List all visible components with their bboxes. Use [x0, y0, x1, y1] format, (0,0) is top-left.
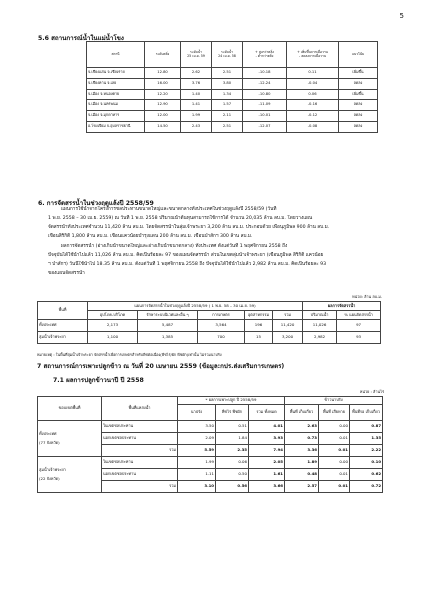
mekong-header: ระดับตลิ่ง: [145, 42, 181, 68]
zone-name: ในเขตชลประทาน: [102, 421, 178, 433]
cell: 1.89: [285, 457, 319, 469]
footnote: หมายเหตุ : ในพื้นที่ลุ่มน้ำเจ้าพระยา จัดสรรน้ำเพื่อการเกษตรสำหรับพืชต่อเนื่อง(พืชไร่/ผัก พืชผัก)เท่านั้น ไม่รวมนาปรัง: [37, 353, 222, 357]
subheader: พื้นที่รอ เก็บเกี่ยว: [350, 405, 383, 421]
cell: 0.00: [319, 421, 350, 433]
cell: 5.59: [178, 445, 216, 457]
mekong-header: ระดับน้ำ 24 เม.ย. 58: [212, 42, 243, 68]
cell: 3.80: [212, 78, 243, 89]
cell: 3,200: [273, 332, 303, 344]
mekong-table: [86, 41, 378, 133]
station-name: จ.เมือง จ.มุกดาหาร: [87, 111, 145, 122]
cell: 700: [198, 332, 245, 344]
group-cell: [38, 421, 102, 457]
cell: 5,487: [138, 320, 198, 332]
cell: 2.05: [249, 457, 285, 469]
cell: 0.51: [216, 421, 249, 433]
cell: 2.51: [212, 68, 243, 79]
mekong-header: + สูงกว่าตลิ่ง - ต่ำกว่าตลิ่ง: [243, 42, 287, 68]
cell: ลดลง: [339, 100, 378, 111]
plan-header: * ผลการเพาะปลูก ปี 2558/59: [178, 397, 285, 405]
cell: 0.06: [287, 89, 339, 100]
cell: -11.09: [243, 100, 287, 111]
station-name: อ.โขงเจียม จ.อุบลราชธานี: [87, 121, 145, 132]
allocation-plan-paragraph: แผนการใช้น้ำจากโครงการชลประทานขนาดใหญ่และขนาดกลางทั้งประเทศในช่วงฤดูแล้งปี 2558/59 (วันที่ 1 พ.ย. 2558 – 30 เม.ย. 2559) ณ วันที่ 1 พ.ย. 2558 ปริมาณน้ำต้นทุนสามารถใช้การได้ จำนวน 20,035 ล้าน ลบ.ม. โดยวางแผน จัดสรรน้ำทั้งประเทศจำนวน 11,420 ล้าน ลบ.ม. โดยจัดสรรน้ำในลุ่มเจ้าพระยา 3,200 ล้าน ลบ.ม. ประกอบด้วย เพื่อนุภูมิพล 900 ล้าน ลบ.ม. เขื่อนสิริกิติ์ 1,800 ล้าน ลบ.ม. เขื่อนแควน้อยบำรุงแดน 200 ล้าน ลบ.ม. เขื่อนป่าสักฯ 300 ล้าน ลบ.ม.: [48, 207, 330, 239]
cell: 0.01: [319, 481, 350, 493]
zone-name: นอกเขตชลประทาน: [102, 469, 178, 481]
cell: 1.84: [216, 433, 249, 445]
subheader: อุปโภค-บริโภค: [88, 311, 138, 320]
table-row: [38, 320, 381, 332]
cell: 12.00: [145, 111, 181, 122]
cell: 3.10: [178, 481, 216, 493]
table-row: [87, 89, 378, 100]
cell: 2.57: [285, 481, 319, 493]
cell: ลดลง: [339, 78, 378, 89]
subheader: อุตสาหกรรม: [245, 311, 273, 320]
total-label: รวม: [102, 481, 178, 493]
group-name: ลุ่มน้ำเจ้าพระยา: [39, 467, 66, 473]
cell: 2.22: [350, 445, 383, 457]
cell: เพิ่มขึ้น: [339, 89, 378, 100]
cell: 2.63: [285, 421, 319, 433]
area-name: ลุ่มน้ำเจ้าพระยา: [38, 332, 88, 344]
table-row: [87, 100, 378, 111]
cell: 1.34: [212, 89, 243, 100]
cell: 0.87: [350, 421, 383, 433]
plan-header: แผนการจัดสรรน้ำในช่วงฤดูแล้งปี 2558/59 ( 1 พ.ย. 58 – 30 เม.ย. 59): [88, 302, 303, 311]
cell: ลดลง: [339, 121, 378, 132]
cell: -12.07: [243, 121, 287, 132]
zone-name: นอกเขตชลประทาน: [102, 433, 178, 445]
cell: 3.36: [285, 445, 319, 457]
cell: 2,173: [88, 320, 138, 332]
cell: 0.00: [319, 457, 350, 469]
cell: 7.94: [249, 445, 285, 457]
cell: 1.57: [212, 100, 243, 111]
cell: 0.62: [350, 469, 383, 481]
cell: -0.04: [287, 78, 339, 89]
allocation-table: [37, 301, 381, 344]
cell: 0.73: [285, 433, 319, 445]
cell: 1.61: [249, 469, 285, 481]
cell: 0.01: [319, 445, 350, 457]
section-title-rice: 7 สถานการณ์การเพาะปลูกข้าว ณ วันที่ 20 เมษายน 2559 (ข้อมูล:กปร.ส่งเสริมการเกษตร): [37, 363, 285, 370]
allocation-result-paragraph: ผลการจัดสรรน้ำ (อ่างเก็บน้ำขนาดใหญ่และอ่างเก็บน้ำขนาดกลาง) ทั้งประเทศ ตั้งแต่วันที่ 1 พฤศจิกายน 2558 ถึง ปัจจุบันได้ใช้น้ำไปแล้ว 11,026 ล้าน ลบ.ม. คิดเป็นร้อยละ 97 ของแผนจัดสรรน้ำ ส่วนในเขตลุ่มน้ำเจ้าพระยา (เขื่อนภูมิพล สิริกิติ์ แควน้อย ฯ ป่าสักฯ) วันนี้ใช้น้ำไป 18.35 ล้าน ลบ.ม. ตั้งแต่วันที่ 1 พฤศจิกายน 2558 ถึง ปัจจุบันได้ใช้น้ำไปแล้ว 2,982 ล้าน ลบ.ม. คิดเป็นร้อยละ 93 ของแผนจัดสรรน้ำ: [48, 244, 327, 276]
cell: 11,420: [273, 320, 303, 332]
cell: 12.90: [145, 100, 181, 111]
subheader: ปริมาณน้ำ: [303, 311, 337, 320]
group-name: ทั้งประเทศ: [39, 431, 57, 437]
cell: 0.50: [216, 469, 249, 481]
cell: 0.01: [319, 433, 350, 445]
cell: 2.62: [181, 68, 212, 79]
cell: 1.35: [350, 433, 383, 445]
area-name: ทั้งประเทศ: [38, 320, 88, 332]
cell: 2.09: [178, 433, 216, 445]
table-row: [38, 421, 383, 433]
cell: -10.80: [243, 89, 287, 100]
subheader: รักษาระบบนิเวศและอื่น ๆ: [138, 311, 198, 320]
cell: 0.01: [319, 469, 350, 481]
cell: 11,026: [303, 320, 337, 332]
subheader: รวม: [273, 311, 303, 320]
cell: 3.66: [249, 481, 285, 493]
cell: 15: [245, 332, 273, 344]
cell: -10.18: [243, 68, 287, 79]
subheader: พื้นที่ เสียหาย: [319, 405, 350, 421]
station-name: จ.เชียงคาน จ.เลย: [87, 78, 145, 89]
table-row: [38, 332, 381, 344]
cell: 1.41: [181, 100, 212, 111]
cell: 3.76: [181, 78, 212, 89]
area-header: พื้นที่: [38, 302, 88, 320]
subheader: พืชไร่ พืชผัก: [216, 405, 249, 421]
station-name: จ.เมือง จ.หนองคาย: [87, 89, 145, 100]
cell: 196: [245, 320, 273, 332]
cell: 14.50: [145, 121, 181, 132]
cell: -12.24: [243, 78, 287, 89]
cell: 12.80: [145, 68, 181, 79]
cell: 0.48: [285, 469, 319, 481]
cell: 4.01: [249, 421, 285, 433]
subsection-title-rice: 7.1 ผลการปลูกข้าวนาปี ปี 2558: [53, 377, 144, 384]
cell: 0.56: [216, 481, 249, 493]
harvest-header: ข้าวนาปรัง: [285, 397, 383, 405]
mekong-header: สถานี: [87, 42, 145, 68]
mekong-header: แนวโน้ม: [339, 42, 378, 68]
station-name: จ.เชียงแสน จ.เชียงราย: [87, 68, 145, 79]
result-header: ผลการจัดสรรน้ำ: [303, 302, 381, 311]
cell: 2.11: [212, 111, 243, 122]
cell: 1.40: [181, 89, 212, 100]
table-row: [87, 121, 378, 132]
section-title-allocation: 6. การจัดสรรน้ำในช่วงฤดูแล้งปี 2558/59: [38, 200, 154, 207]
mekong-header: ระดับน้ำ 25 เม.ย. 59: [181, 42, 212, 68]
cell: 16.00: [145, 78, 181, 89]
cell: 3.93: [249, 433, 285, 445]
section-title-mekong: 5.6 สถานการณ์น้ำในแม่น้ำโขง: [38, 35, 124, 42]
cell: 2,982: [303, 332, 337, 344]
cell: -0.12: [287, 111, 339, 122]
cell: 97: [337, 320, 381, 332]
table-row: [87, 111, 378, 122]
cell: 3.50: [178, 421, 216, 433]
rice-table: [37, 396, 383, 493]
cell: 0.06: [216, 457, 249, 469]
cell: 0.10: [350, 457, 383, 469]
total-label: รวม: [102, 445, 178, 457]
subheader: การเกษตร: [198, 311, 245, 320]
cell: 1.99: [181, 111, 212, 122]
cell: -10.01: [243, 111, 287, 122]
area-header: ขอบเขตพื้นที่: [38, 397, 102, 421]
group-note: (22 จังหวัด): [39, 475, 60, 481]
station-name: จ.เมือง จ.นครพนม: [87, 100, 145, 111]
cell: 2.51: [212, 121, 243, 132]
group-note: (77 จังหวัด): [39, 439, 60, 445]
table-row: [87, 78, 378, 89]
table-row: [87, 68, 378, 79]
cell: 2.35: [216, 445, 249, 457]
cell: 12.20: [145, 89, 181, 100]
cell: 3,564: [198, 320, 245, 332]
cell: ลดลง: [339, 111, 378, 122]
cell: 1.99: [178, 457, 216, 469]
cell: 93: [337, 332, 381, 344]
cell: เพิ่มขึ้น: [339, 68, 378, 79]
unit-label: หน่วย: ล้าน ลบ.ม.: [352, 294, 382, 299]
cell: -0.16: [287, 100, 339, 111]
cell: 0.72: [350, 481, 383, 493]
cell: 1,385: [138, 332, 198, 344]
cell: 2.43: [181, 121, 212, 132]
cell: 1,100: [88, 332, 138, 344]
rice-unit-label: หน่วย : ล้านไร่: [359, 389, 384, 394]
subheader: พื้นที่ เก็บเกี่ยว: [285, 405, 319, 421]
subheader: รวม ทั้งหมด: [249, 405, 285, 421]
zone-name: ในเขตชลประทาน: [102, 457, 178, 469]
cell: 0.11: [287, 68, 339, 79]
mekong-header: + เพิ่มขึ้นจากเมื่อวาน - ลดลงจากเมื่อวาน: [287, 42, 339, 68]
table-row: [38, 457, 383, 469]
subheader: นาปรัง: [178, 405, 216, 421]
page-number: 5: [399, 12, 404, 20]
zone-header: พื้นที่แหล่งน้ำ: [102, 397, 178, 421]
group-cell: [38, 457, 102, 493]
cell: 1.11: [178, 469, 216, 481]
subheader: % แผนจัดสรรน้ำ: [337, 311, 381, 320]
cell: -0.08: [287, 121, 339, 132]
